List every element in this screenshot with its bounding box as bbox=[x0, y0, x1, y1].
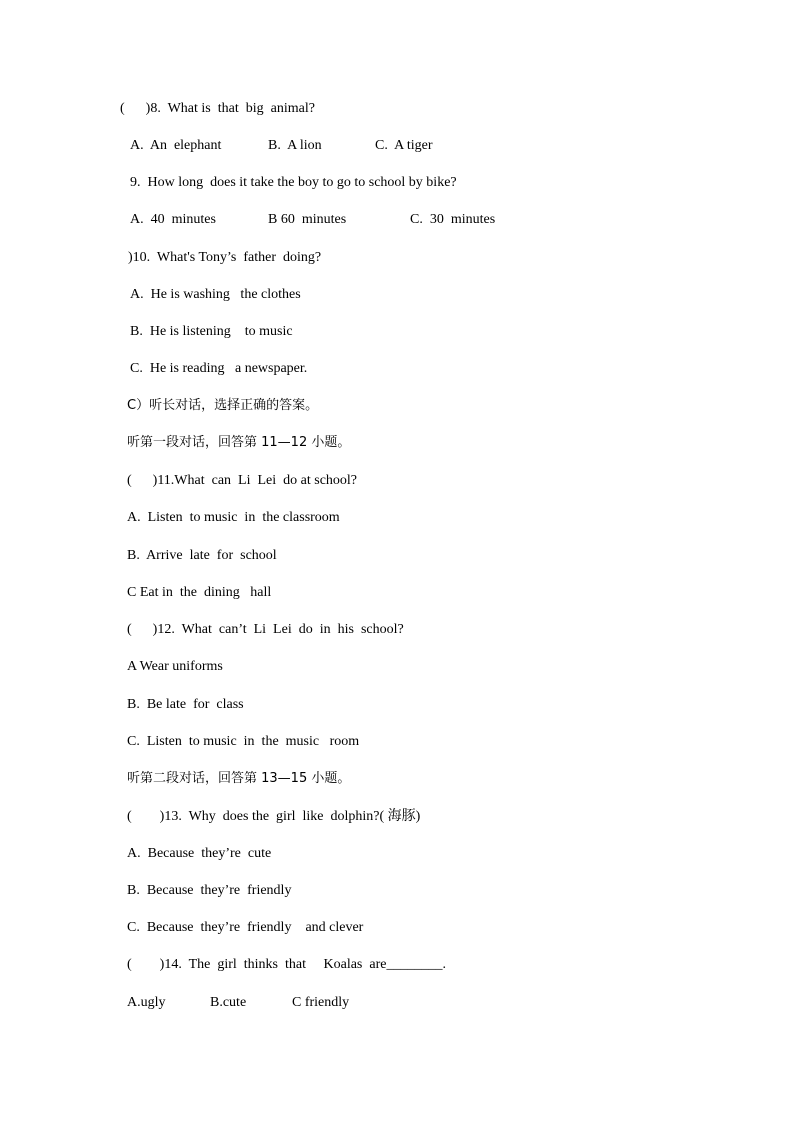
q11-option-c: C Eat in the dining hall bbox=[127, 585, 272, 600]
question-11: ( )11.What can Li Lei do at school? bbox=[127, 473, 358, 488]
q9-option-c: C. 30 minutes bbox=[410, 212, 496, 227]
q13-option-c: C. Because they’re friendly and clever bbox=[127, 920, 364, 935]
q13-option-b: B. Because they’re friendly bbox=[127, 883, 292, 898]
q10-option-a: A. He is washing the clothes bbox=[130, 287, 301, 302]
section-c-heading: C）听长对话，选择正确的答案。 bbox=[127, 398, 319, 413]
q10-option-b: B. He is listening to music bbox=[130, 324, 293, 339]
q8-option-c: C. A tiger bbox=[375, 138, 433, 153]
question-8: ( )8. What is that big animal? bbox=[120, 101, 315, 116]
dialog-2-instruction: 听第二段对话，回答第 13—15 小题。 bbox=[127, 771, 351, 786]
q10-option-c: C. He is reading a newspaper. bbox=[130, 361, 308, 376]
q11-option-b: B. Arrive late for school bbox=[127, 548, 277, 563]
q13-option-a: A. Because they’re cute bbox=[127, 846, 272, 861]
question-10: )10. What's Tony’s father doing? bbox=[128, 250, 322, 265]
dialog-1-instruction: 听第一段对话，回答第 11—12 小题。 bbox=[127, 435, 351, 450]
q14-option-b: B.cute bbox=[210, 995, 247, 1010]
q12-option-c: C. Listen to music in the music room bbox=[127, 734, 360, 749]
question-12: ( )12. What can’t Li Lei do in his school? bbox=[127, 622, 404, 637]
q11-option-a: A. Listen to music in the classroom bbox=[127, 510, 340, 525]
question-13: ( )13. Why does the girl like dolphin?( 海豚) bbox=[127, 809, 421, 824]
q8-option-b: B. A lion bbox=[268, 138, 322, 153]
q14-option-c: C friendly bbox=[292, 995, 350, 1010]
question-14: ( )14. The girl thinks that Koalas are________. bbox=[127, 957, 446, 972]
q12-option-a: A Wear uniforms bbox=[127, 659, 223, 674]
q12-option-b: B. Be late for class bbox=[127, 697, 244, 712]
q14-option-a: A.ugly bbox=[127, 995, 166, 1010]
q9-option-a: A. 40 minutes bbox=[130, 212, 216, 227]
q9-option-b: B 60 minutes bbox=[268, 212, 347, 227]
q8-option-a: A. An elephant bbox=[130, 138, 222, 153]
question-9: 9. How long does it take the boy to go to school by bike? bbox=[130, 175, 457, 190]
